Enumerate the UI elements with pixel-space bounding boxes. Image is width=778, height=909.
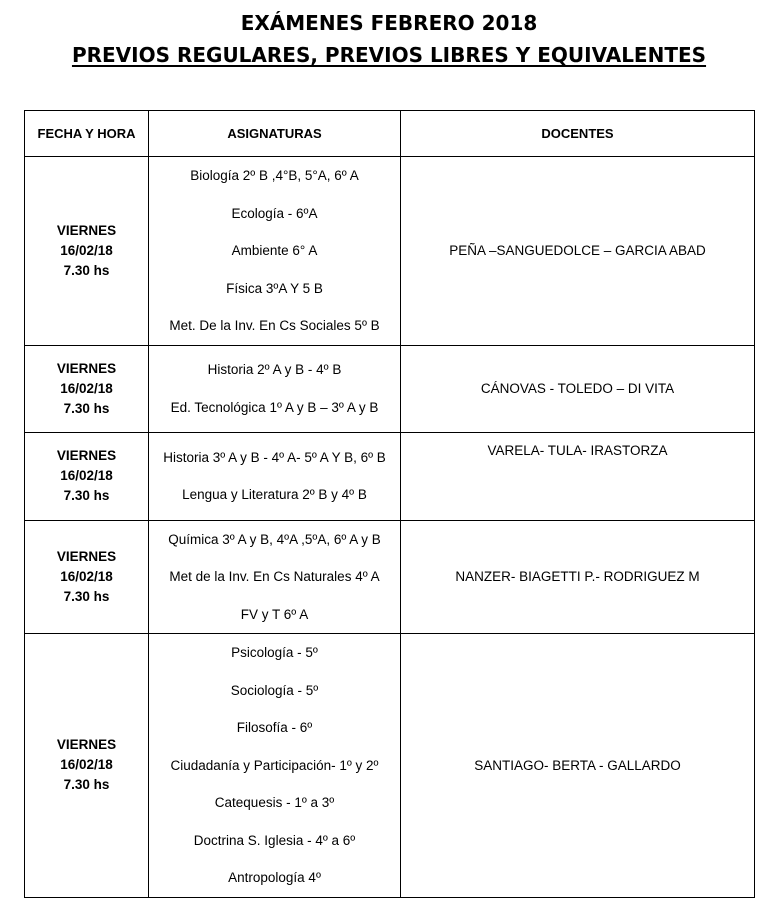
fecha-day: VIERNES bbox=[56, 360, 117, 376]
fecha-time: 7.30 hs bbox=[63, 777, 110, 793]
subject-item: Ed. Tecnológica 1º A y B – 3º A y B bbox=[170, 399, 379, 415]
subject-item: Doctrina S. Iglesia - 4º a 6º bbox=[193, 832, 356, 848]
asignaturas-cell bbox=[149, 634, 401, 898]
asignaturas-cell bbox=[149, 157, 401, 346]
asignaturas-cell bbox=[149, 520, 401, 634]
subject-item: Sociología - 5º bbox=[230, 682, 319, 698]
fecha-time: 7.30 hs bbox=[63, 400, 110, 416]
subject-item: Met. De la Inv. En Cs Sociales 5º B bbox=[169, 318, 380, 333]
fecha-cell bbox=[25, 520, 149, 634]
fecha-date: 16/02/18 bbox=[60, 380, 113, 396]
fecha-day: VIERNES bbox=[56, 737, 117, 753]
docentes-names: CÁNOVAS - TOLEDO – DI VITA bbox=[480, 381, 675, 396]
asignaturas-cell bbox=[149, 345, 401, 432]
fecha-day: VIERNES bbox=[56, 548, 117, 564]
fecha-day: VIERNES bbox=[56, 222, 117, 238]
subject-item: Ecología - 6ºA bbox=[231, 205, 318, 221]
fecha-cell bbox=[25, 157, 149, 346]
table-row bbox=[25, 157, 755, 346]
subject-item: Filosofía - 6º bbox=[236, 720, 313, 735]
subject-item: Met de la Inv. En Cs Naturales 4º A bbox=[169, 569, 380, 584]
fecha-date: 16/02/18 bbox=[60, 468, 113, 483]
docentes-names: VARELA- TULA- IRASTORZA bbox=[487, 442, 668, 458]
subject-item: FV y T 6º A bbox=[240, 606, 309, 622]
fecha-cell bbox=[25, 345, 149, 432]
subject-item: Antropología 4º bbox=[228, 870, 321, 885]
header-asignaturas: ASIGNATURAS bbox=[149, 111, 401, 157]
subject-item: Ambiente 6° A bbox=[231, 243, 318, 258]
subject-item: Historia 2º A y B - 4º B bbox=[207, 362, 342, 377]
subject-item: Lengua y Literatura 2º B y 4º B bbox=[182, 487, 367, 502]
fecha-date: 16/02/18 bbox=[60, 242, 113, 258]
docentes-cell bbox=[401, 634, 755, 898]
fecha-cell bbox=[25, 432, 149, 520]
subject-item: Psicología - 5º bbox=[231, 645, 318, 660]
docentes-names: NANZER- BIAGETTI P.- RODRIGUEZ M bbox=[455, 569, 700, 585]
docentes-cell bbox=[401, 345, 755, 432]
fecha-time: 7.30 hs bbox=[63, 488, 110, 503]
fecha-time: 7.30 hs bbox=[63, 262, 110, 278]
header-fecha: FECHA Y HORA bbox=[25, 111, 149, 157]
fecha-date: 16/02/18 bbox=[60, 757, 113, 773]
table-row bbox=[25, 634, 755, 898]
fecha-date: 16/02/18 bbox=[60, 568, 113, 584]
table-header-row bbox=[25, 111, 755, 157]
docentes-cell bbox=[401, 432, 755, 520]
table-row bbox=[25, 345, 755, 432]
document-subtitle: PREVIOS REGULARES, PREVIOS LIBRES Y EQUIVALENTES bbox=[71, 43, 707, 67]
exam-schedule-table bbox=[24, 110, 755, 898]
subject-item: Física 3ºA Y 5 B bbox=[226, 280, 323, 296]
docentes-cell bbox=[401, 520, 755, 634]
docentes-names: SANTIAGO- BERTA - GALLARDO bbox=[474, 757, 681, 773]
table-row bbox=[25, 432, 755, 520]
fecha-day: VIERNES bbox=[56, 448, 117, 463]
asignaturas-cell bbox=[149, 432, 401, 520]
subject-item: Catequesis - 1º a 3º bbox=[214, 795, 335, 810]
document-title: EXÁMENES FEBRERO 2018 bbox=[240, 11, 538, 35]
fecha-time: 7.30 hs bbox=[63, 588, 110, 604]
header-docentes: DOCENTES bbox=[401, 111, 755, 157]
subject-item: Ciudadanía y Participación- 1º y 2º bbox=[170, 757, 379, 773]
table-row bbox=[25, 520, 755, 634]
docentes-names: PEÑA –SANGUEDOLCE – GARCIA ABAD bbox=[449, 243, 706, 259]
subject-item: Química 3º A y B, 4ºA ,5ºA, 6º A y B bbox=[168, 531, 381, 547]
subject-item: Biología 2º B ,4°B, 5°A, 6º A bbox=[190, 168, 359, 183]
docentes-cell bbox=[401, 157, 755, 346]
fecha-cell bbox=[25, 634, 149, 898]
subject-item: Historia 3º A y B - 4º A- 5º A Y B, 6º B bbox=[163, 449, 386, 465]
